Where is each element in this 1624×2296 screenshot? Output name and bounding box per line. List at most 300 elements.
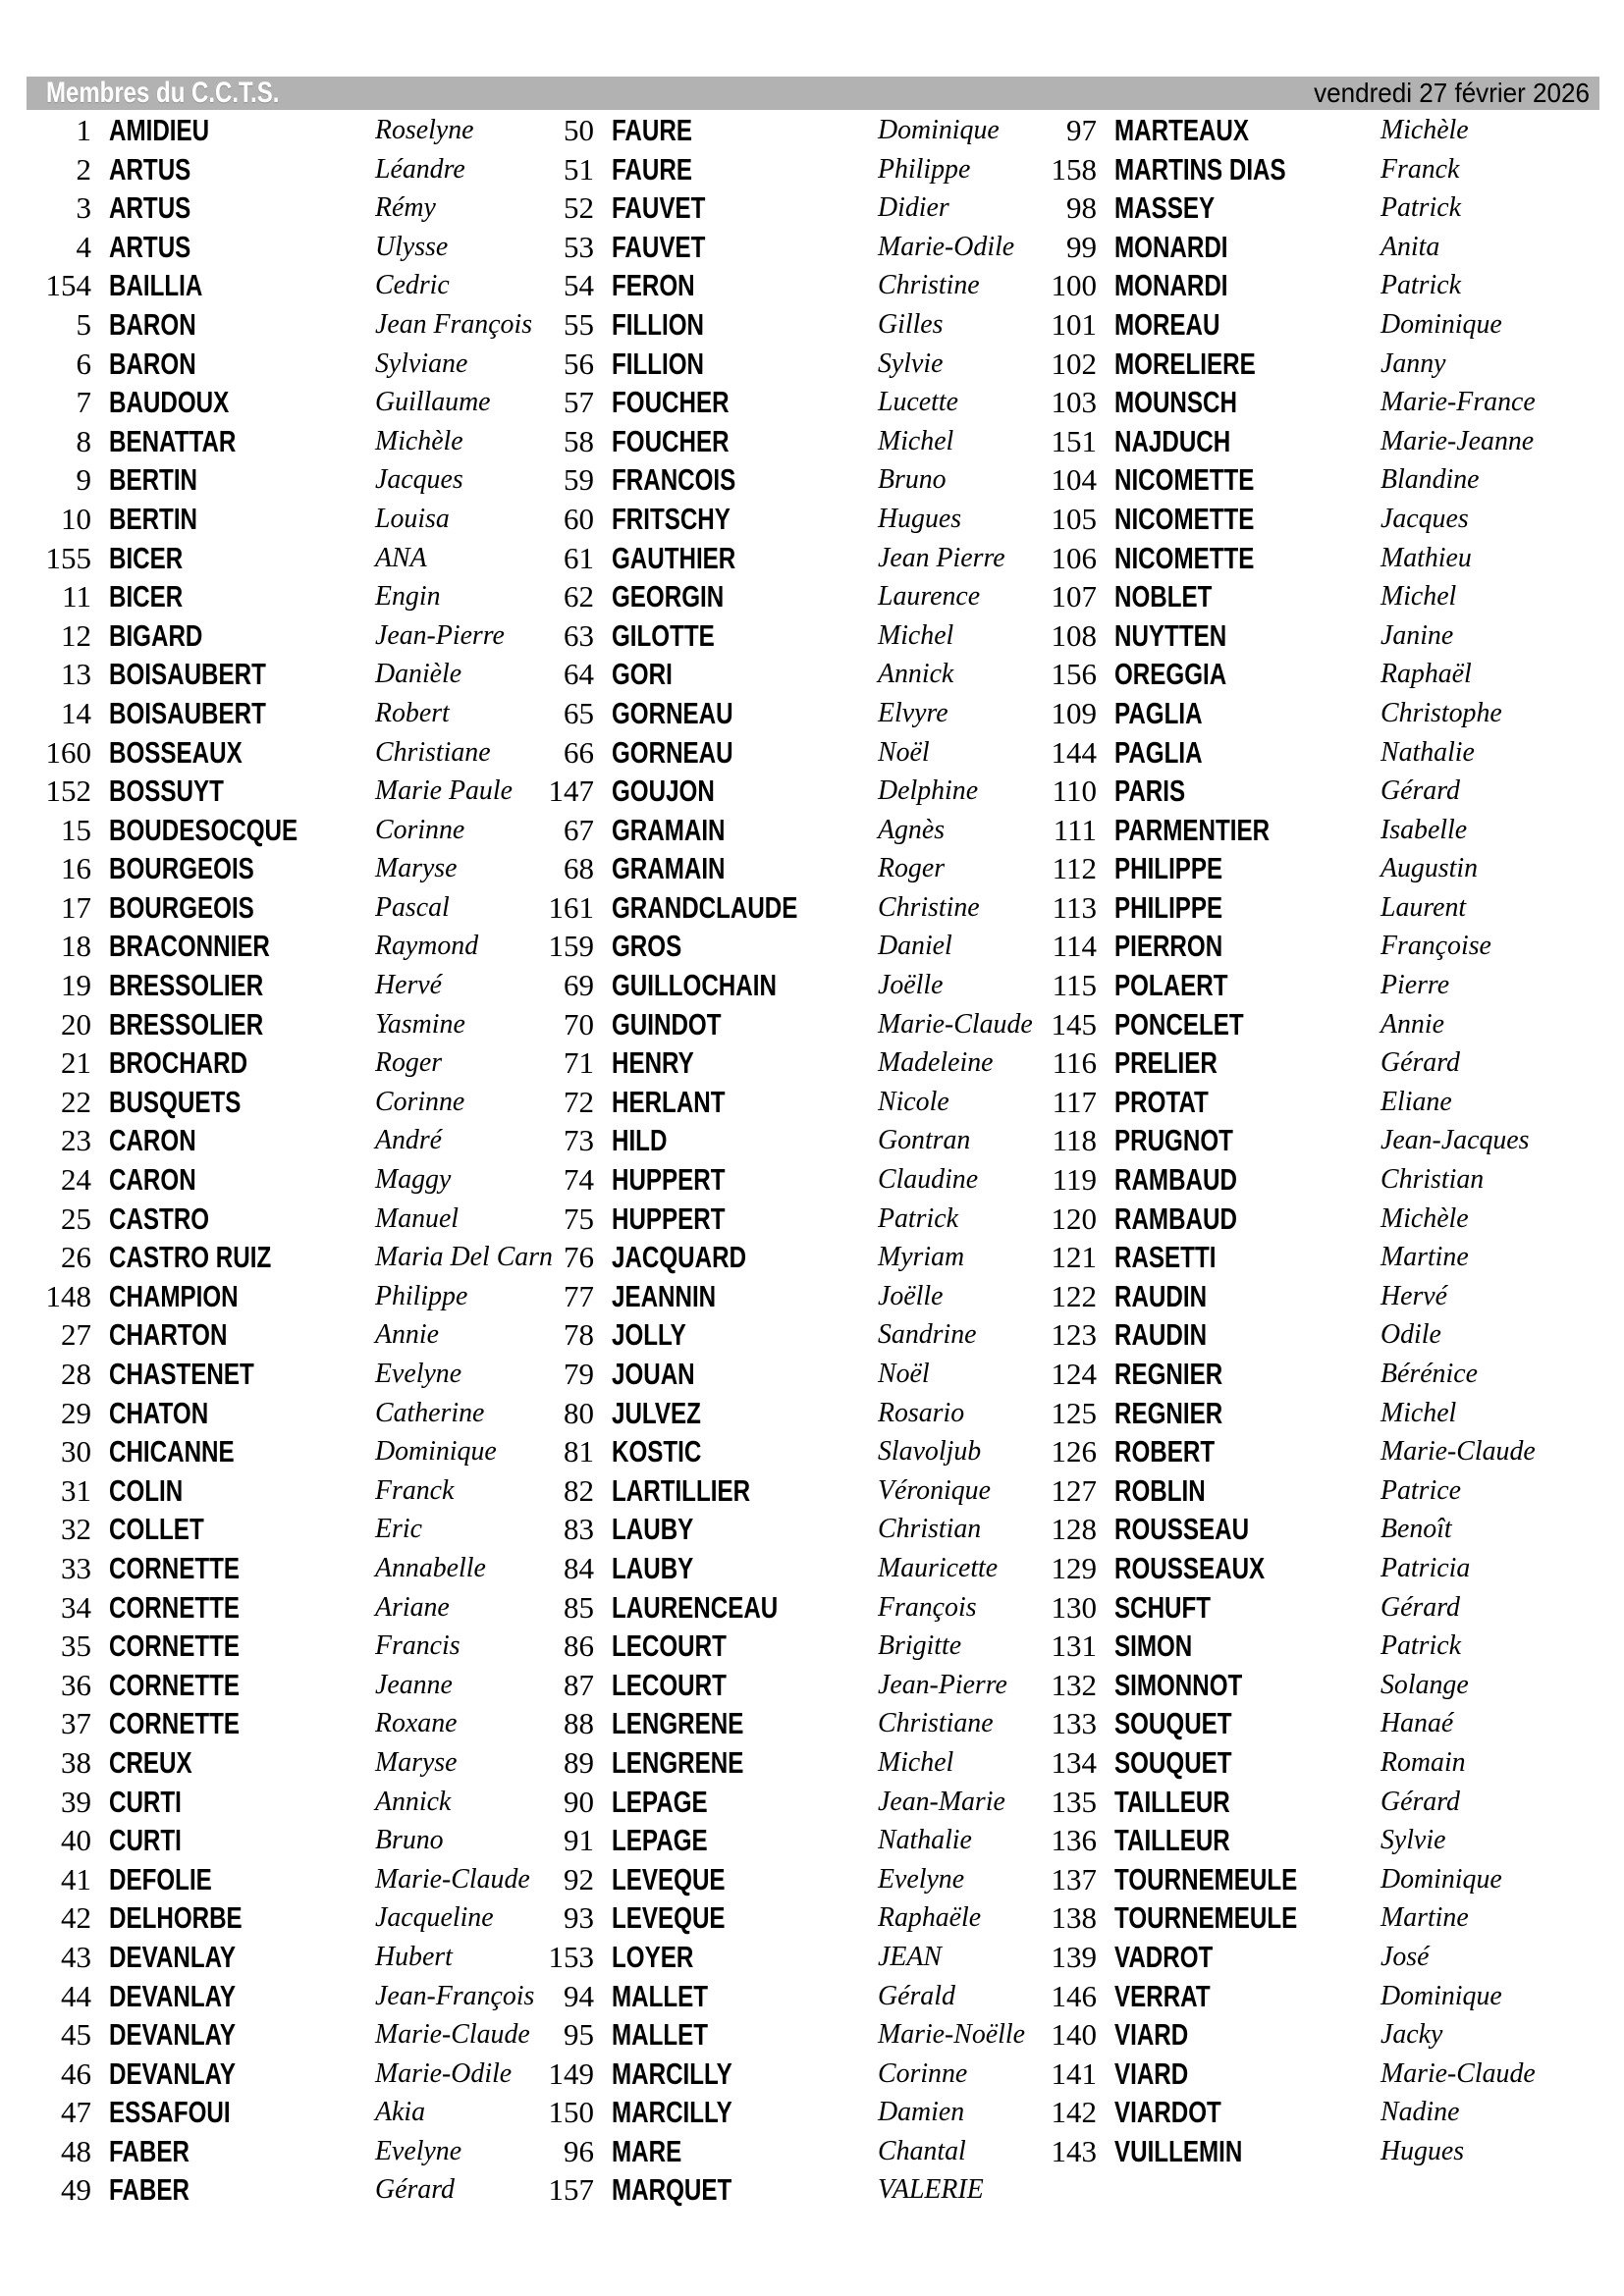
member-row — [0, 2093, 550, 2132]
member-firstname: Nicole — [878, 1085, 949, 1117]
member-firstname: Evelyne — [878, 1862, 965, 1895]
member-firstname: Mathieu — [1380, 541, 1472, 573]
member-firstname: Marie-Odile — [375, 2056, 513, 2089]
member-number: 155 — [45, 540, 91, 575]
member-lastname: JULVEZ — [612, 1395, 701, 1430]
member-lastname: JOUAN — [612, 1357, 695, 1391]
member-firstname: Ulysse — [375, 230, 449, 262]
member-firstname: Dominique — [1380, 1862, 1502, 1895]
member-firstname: Engin — [375, 580, 441, 613]
member-number: 115 — [1052, 968, 1097, 1003]
member-lastname: DEVANLAY — [109, 1978, 236, 2013]
member-row — [503, 1315, 1053, 1355]
member-number: 65 — [564, 695, 594, 730]
member-number: 139 — [1051, 1939, 1097, 1974]
member-row — [1005, 1083, 1555, 1122]
member-number: 15 — [61, 812, 91, 847]
member-lastname: MARTEAUX — [1114, 113, 1250, 147]
member-firstname: Annick — [375, 1785, 452, 1817]
member-firstname: Christian — [1380, 1163, 1485, 1196]
member-firstname: Louisa — [375, 502, 450, 534]
member-firstname: Manuel — [375, 1201, 460, 1234]
member-lastname: PHILIPPE — [1114, 851, 1223, 886]
member-number: 94 — [564, 1978, 594, 2013]
member-number: 90 — [564, 1784, 594, 1819]
member-number: 44 — [61, 1978, 91, 2013]
member-firstname: Raphaël — [1380, 658, 1472, 690]
member-row — [1005, 539, 1555, 578]
member-row — [503, 345, 1053, 384]
member-lastname: NUYTTEN — [1114, 617, 1227, 653]
member-number: 64 — [564, 657, 594, 692]
header-date: vendredi 27 février 2026 — [1314, 78, 1590, 108]
member-row — [1005, 422, 1555, 461]
member-row — [1005, 383, 1555, 422]
member-number: 6 — [76, 346, 91, 381]
member-lastname: MORELIERE — [1114, 346, 1256, 381]
member-lastname: JEANNIN — [612, 1278, 717, 1313]
member-firstname: Patrick — [1380, 269, 1461, 301]
member-lastname: CORNETTE — [109, 1589, 240, 1625]
member-row — [1005, 1238, 1555, 1277]
member-firstname: Maryse — [375, 852, 458, 884]
member-row — [0, 1315, 550, 1355]
member-lastname: KOSTIC — [612, 1434, 702, 1469]
member-lastname: CASTRO RUIZ — [109, 1240, 272, 1275]
member-firstname: Bérénice — [1380, 1358, 1478, 1389]
member-number: 61 — [564, 540, 594, 575]
member-row — [1005, 1666, 1555, 1705]
member-row — [0, 1588, 550, 1628]
member-lastname: MONARDI — [1114, 268, 1228, 303]
member-number: 123 — [1051, 1317, 1097, 1353]
member-row — [0, 1743, 550, 1783]
member-number: 150 — [548, 2095, 594, 2130]
member-row — [503, 460, 1053, 500]
member-row — [503, 228, 1053, 267]
member-firstname: Corinne — [375, 1085, 465, 1117]
member-lastname: PHILIPPE — [1114, 889, 1223, 925]
member-number: 116 — [1052, 1045, 1097, 1081]
member-row — [503, 849, 1053, 888]
member-lastname: CURTI — [109, 1823, 182, 1858]
member-firstname: Michel — [878, 618, 954, 651]
member-firstname: Slavoljub — [878, 1435, 982, 1468]
member-number: 58 — [564, 423, 594, 458]
member-row — [0, 228, 550, 267]
member-firstname: Marie-Claude — [1380, 1435, 1536, 1468]
page-title: Membres du C.C.T.S. — [46, 77, 280, 109]
member-row — [0, 188, 550, 228]
member-row — [503, 1898, 1053, 1938]
member-lastname: RASETTI — [1114, 1240, 1217, 1275]
member-row — [1005, 1160, 1555, 1200]
member-number: 160 — [45, 734, 91, 770]
member-lastname: GRANDCLAUDE — [612, 889, 798, 925]
member-number: 55 — [564, 306, 594, 342]
member-firstname: Roger — [878, 852, 946, 884]
member-number: 138 — [1051, 1900, 1097, 1936]
member-lastname: VIARD — [1114, 2017, 1189, 2053]
member-row — [0, 150, 550, 189]
member-firstname: Marie-Odile — [878, 230, 1015, 262]
member-firstname: Romain — [1380, 1745, 1466, 1778]
member-row — [1005, 694, 1555, 733]
member-lastname: MARCILLY — [612, 2095, 732, 2130]
member-row — [0, 345, 550, 384]
member-row — [0, 305, 550, 345]
member-lastname: GOUJON — [612, 774, 715, 809]
member-lastname: NOBLET — [1114, 579, 1213, 614]
member-row — [503, 616, 1053, 656]
member-number: 27 — [61, 1317, 91, 1353]
member-row — [1005, 733, 1555, 773]
member-firstname: Gérard — [1380, 1590, 1460, 1623]
member-row — [1005, 1277, 1555, 1316]
member-number: 51 — [564, 151, 594, 187]
member-firstname: Sylvie — [1380, 1824, 1446, 1856]
member-lastname: COLIN — [109, 1472, 184, 1508]
member-firstname: Daniel — [878, 930, 952, 962]
member-lastname: LAUBY — [612, 1550, 694, 1585]
member-lastname: LEVEQUE — [612, 1861, 726, 1896]
member-lastname: MOREAU — [1114, 306, 1220, 342]
member-row — [1005, 150, 1555, 189]
member-lastname: FRITSCHY — [612, 501, 731, 536]
member-lastname: RAUDIN — [1114, 1317, 1208, 1353]
member-firstname: Laurence — [878, 580, 981, 613]
member-lastname: JOLLY — [612, 1317, 686, 1353]
member-number: 75 — [564, 1201, 594, 1236]
member-lastname: CASTRO — [109, 1201, 210, 1236]
member-row — [0, 772, 550, 811]
member-row — [1005, 305, 1555, 345]
member-firstname: Marie-Claude — [375, 2018, 530, 2051]
member-lastname: ARTUS — [109, 151, 191, 187]
member-firstname: Marie-France — [1380, 386, 1536, 418]
member-firstname: Blandine — [1380, 463, 1480, 496]
member-number: 122 — [1051, 1278, 1097, 1313]
member-firstname: Jean-François — [375, 1979, 535, 2011]
member-number: 67 — [564, 812, 594, 847]
member-number: 104 — [1051, 462, 1097, 498]
member-row — [503, 266, 1053, 305]
member-number: 60 — [564, 501, 594, 536]
member-number: 63 — [564, 617, 594, 653]
member-row — [0, 1200, 550, 1239]
member-row — [1005, 1549, 1555, 1588]
member-firstname: Jacques — [1380, 502, 1469, 534]
member-number: 161 — [548, 889, 594, 925]
member-lastname: PARIS — [1114, 774, 1186, 809]
member-number: 97 — [1066, 113, 1097, 147]
member-row — [0, 733, 550, 773]
member-row — [1005, 1938, 1555, 1977]
member-lastname: LEPAGE — [612, 1823, 708, 1858]
member-number: 121 — [1051, 1240, 1097, 1275]
member-lastname: PIERRON — [1114, 929, 1223, 964]
member-firstname: Catherine — [375, 1396, 485, 1428]
member-row — [1005, 655, 1555, 694]
member-firstname: Christine — [878, 269, 980, 301]
member-lastname: BOISAUBERT — [109, 657, 266, 692]
member-row — [0, 616, 550, 656]
member-number: 103 — [1051, 385, 1097, 420]
member-lastname: BRESSOLIER — [109, 968, 264, 1003]
member-number: 23 — [61, 1123, 91, 1158]
member-firstname: Pierre — [1380, 969, 1450, 1001]
member-row — [0, 694, 550, 733]
member-firstname: Christiane — [878, 1707, 994, 1739]
member-lastname: MARQUET — [612, 2172, 732, 2208]
member-firstname: Franck — [375, 1473, 455, 1506]
member-firstname: Rosario — [878, 1396, 965, 1428]
member-number: 48 — [61, 2133, 91, 2168]
member-firstname: Akia — [375, 2096, 426, 2128]
member-number: 159 — [548, 929, 594, 964]
member-firstname: Michèle — [375, 424, 463, 456]
member-firstname: Marie-Claude — [1380, 2056, 1536, 2089]
member-number: 81 — [564, 1434, 594, 1469]
member-number: 79 — [564, 1357, 594, 1391]
member-row — [0, 1898, 550, 1938]
member-row — [503, 2170, 1053, 2210]
member-firstname: Hanaé — [1380, 1707, 1454, 1739]
member-number: 100 — [1051, 268, 1097, 303]
member-firstname: Nathalie — [878, 1824, 972, 1856]
member-row — [1005, 188, 1555, 228]
member-firstname: Jean François — [375, 307, 533, 340]
member-firstname: Annie — [375, 1318, 439, 1351]
member-number: 5 — [76, 306, 91, 342]
member-firstname: Véronique — [878, 1473, 991, 1506]
member-number: 108 — [1051, 617, 1097, 653]
member-firstname: Corinne — [878, 2056, 968, 2089]
member-row — [503, 655, 1053, 694]
member-row — [503, 1938, 1053, 1977]
member-firstname: Janny — [1380, 347, 1446, 379]
member-lastname: BOSSEAUX — [109, 734, 243, 770]
member-number: 50 — [564, 113, 594, 147]
member-firstname: Janine — [1380, 618, 1454, 651]
member-firstname: Gontran — [878, 1124, 971, 1156]
member-row — [503, 2132, 1053, 2171]
member-number: 53 — [564, 229, 594, 264]
member-lastname: RAUDIN — [1114, 1278, 1208, 1313]
member-row — [0, 1238, 553, 1277]
member-row — [503, 1121, 1053, 1160]
member-lastname: CURTI — [109, 1784, 182, 1819]
member-number: 57 — [564, 385, 594, 420]
member-row — [503, 577, 1053, 616]
member-firstname: Annick — [878, 658, 954, 690]
member-number: 22 — [61, 1084, 91, 1119]
member-firstname: Damien — [878, 2096, 965, 2128]
member-number: 101 — [1051, 306, 1097, 342]
member-row — [1005, 345, 1555, 384]
member-number: 152 — [45, 774, 91, 809]
member-row — [1005, 228, 1555, 267]
member-lastname: FOUCHER — [612, 423, 730, 458]
member-lastname: SIMONNOT — [1114, 1667, 1243, 1702]
member-firstname: Lucette — [878, 386, 958, 418]
member-lastname: ROUSSEAUX — [1114, 1550, 1266, 1585]
member-number: 66 — [564, 734, 594, 770]
member-lastname: VIARDOT — [1114, 2095, 1221, 2130]
member-firstname: Gérard — [375, 2173, 455, 2206]
member-firstname: Danièle — [375, 658, 462, 690]
member-number: 80 — [564, 1395, 594, 1430]
member-number: 41 — [61, 1861, 91, 1896]
member-number: 111 — [1053, 812, 1097, 847]
member-lastname: CHICANNE — [109, 1434, 235, 1469]
member-lastname: SIMON — [1114, 1629, 1193, 1664]
member-row — [0, 2170, 550, 2210]
member-firstname: Robert — [375, 696, 450, 728]
member-lastname: TOURNEMEULE — [1114, 1861, 1298, 1896]
member-row — [503, 1743, 1053, 1783]
member-firstname: Marie Paule — [375, 774, 513, 807]
member-lastname: NICOMETTE — [1114, 540, 1255, 575]
member-number: 59 — [564, 462, 594, 498]
member-column-2 — [503, 111, 1053, 2210]
member-row — [1005, 500, 1555, 539]
member-lastname: BAUDOUX — [109, 385, 230, 420]
member-lastname: MARTINS DIAS — [1114, 151, 1286, 187]
member-lastname: GUINDOT — [612, 1006, 722, 1041]
member-firstname: Corinne — [375, 813, 465, 845]
member-firstname: Benoît — [1380, 1513, 1452, 1545]
member-number: 7 — [76, 385, 91, 420]
member-row — [503, 2015, 1053, 2055]
member-row — [503, 1471, 1053, 1511]
member-number: 132 — [1051, 1667, 1097, 1702]
member-firstname: Odile — [1380, 1318, 1441, 1351]
member-row — [503, 383, 1053, 422]
member-row — [1005, 1043, 1555, 1083]
member-firstname: Jean-Jacques — [1380, 1124, 1530, 1156]
member-lastname: CORNETTE — [109, 1629, 240, 1664]
member-lastname: GRAMAIN — [612, 812, 726, 847]
member-lastname: REGNIER — [1114, 1357, 1223, 1391]
member-lastname: PAGLIA — [1114, 695, 1203, 730]
member-lastname: BOSSUYT — [109, 774, 224, 809]
member-lastname: HERLANT — [612, 1084, 726, 1119]
member-number: 17 — [61, 889, 91, 925]
member-lastname: FERON — [612, 268, 695, 303]
member-lastname: MALLET — [612, 2017, 709, 2053]
member-row — [503, 733, 1053, 773]
member-row — [503, 150, 1053, 189]
member-firstname: Philippe — [375, 1279, 468, 1311]
member-number: 110 — [1052, 774, 1097, 809]
member-lastname: LAUBY — [612, 1512, 694, 1547]
member-firstname: Martine — [1380, 1901, 1469, 1934]
member-lastname: BARON — [109, 346, 196, 381]
member-number: 146 — [1051, 1978, 1097, 2013]
member-number: 118 — [1052, 1123, 1097, 1158]
member-lastname: PARMENTIER — [1114, 812, 1271, 847]
member-number: 156 — [1051, 657, 1097, 692]
member-number: 136 — [1051, 1823, 1097, 1858]
member-firstname: Evelyne — [375, 2134, 462, 2166]
member-number: 72 — [564, 1084, 594, 1119]
member-row — [503, 1627, 1053, 1666]
member-number: 69 — [564, 968, 594, 1003]
member-number: 126 — [1051, 1434, 1097, 1469]
member-row — [0, 1666, 550, 1705]
member-number: 52 — [564, 190, 594, 226]
member-lastname: ROBERT — [1114, 1434, 1216, 1469]
member-lastname: LECOURT — [612, 1629, 727, 1664]
member-lastname: POLAERT — [1114, 968, 1228, 1003]
member-number: 96 — [564, 2133, 594, 2168]
member-firstname: Gérard — [1380, 774, 1460, 807]
member-lastname: RAMBAUD — [1114, 1162, 1237, 1198]
member-lastname: BRESSOLIER — [109, 1006, 264, 1041]
member-number: 98 — [1066, 190, 1097, 226]
member-lastname: CHATON — [109, 1395, 209, 1430]
member-lastname: AMIDIEU — [109, 113, 210, 147]
member-row — [0, 1938, 550, 1977]
member-number: 88 — [564, 1706, 594, 1741]
member-firstname: Françoise — [1380, 930, 1491, 962]
member-lastname: HENRY — [612, 1045, 694, 1081]
member-row — [503, 1083, 1053, 1122]
member-row — [503, 539, 1053, 578]
member-lastname: FABER — [109, 2133, 189, 2168]
member-number: 42 — [61, 1900, 91, 1936]
member-firstname: Christine — [878, 890, 980, 923]
member-firstname: Joëlle — [878, 1279, 944, 1311]
member-number: 154 — [45, 268, 91, 303]
member-row — [503, 1783, 1053, 1822]
member-lastname: REGNIER — [1114, 1395, 1223, 1430]
member-firstname: Christian — [878, 1513, 982, 1545]
member-column-3 — [1005, 111, 1555, 2170]
member-column-1 — [0, 111, 553, 2210]
member-firstname: Maria Del Carn — [375, 1241, 553, 1273]
member-firstname: Patrick — [1380, 1629, 1461, 1662]
member-lastname: GUILLOCHAIN — [612, 968, 777, 1003]
member-firstname: Delphine — [878, 774, 979, 807]
member-number: 78 — [564, 1317, 594, 1353]
member-lastname: MARCILLY — [612, 2056, 732, 2091]
member-lastname: CORNETTE — [109, 1550, 240, 1585]
member-number: 33 — [61, 1550, 91, 1585]
member-firstname: Gérard — [1380, 1046, 1460, 1079]
member-lastname: BRACONNIER — [109, 929, 270, 964]
member-number: 82 — [564, 1472, 594, 1508]
member-lastname: BERTIN — [109, 462, 198, 498]
member-number: 14 — [61, 695, 91, 730]
member-lastname: GAUTHIER — [612, 540, 736, 575]
member-row — [1005, 1005, 1555, 1044]
member-row — [0, 1510, 550, 1549]
member-firstname: Yasmine — [375, 1007, 465, 1040]
member-number: 29 — [61, 1395, 91, 1430]
member-row — [503, 1200, 1053, 1239]
member-row — [1005, 2093, 1555, 2132]
member-row — [503, 500, 1053, 539]
member-lastname: MARE — [612, 2133, 682, 2168]
member-lastname: BERTIN — [109, 501, 198, 536]
member-firstname: Elvyre — [878, 696, 948, 728]
member-row — [503, 1238, 1053, 1277]
member-row — [503, 1510, 1053, 1549]
member-firstname: Mauricette — [878, 1551, 999, 1583]
member-lastname: BIGARD — [109, 617, 203, 653]
